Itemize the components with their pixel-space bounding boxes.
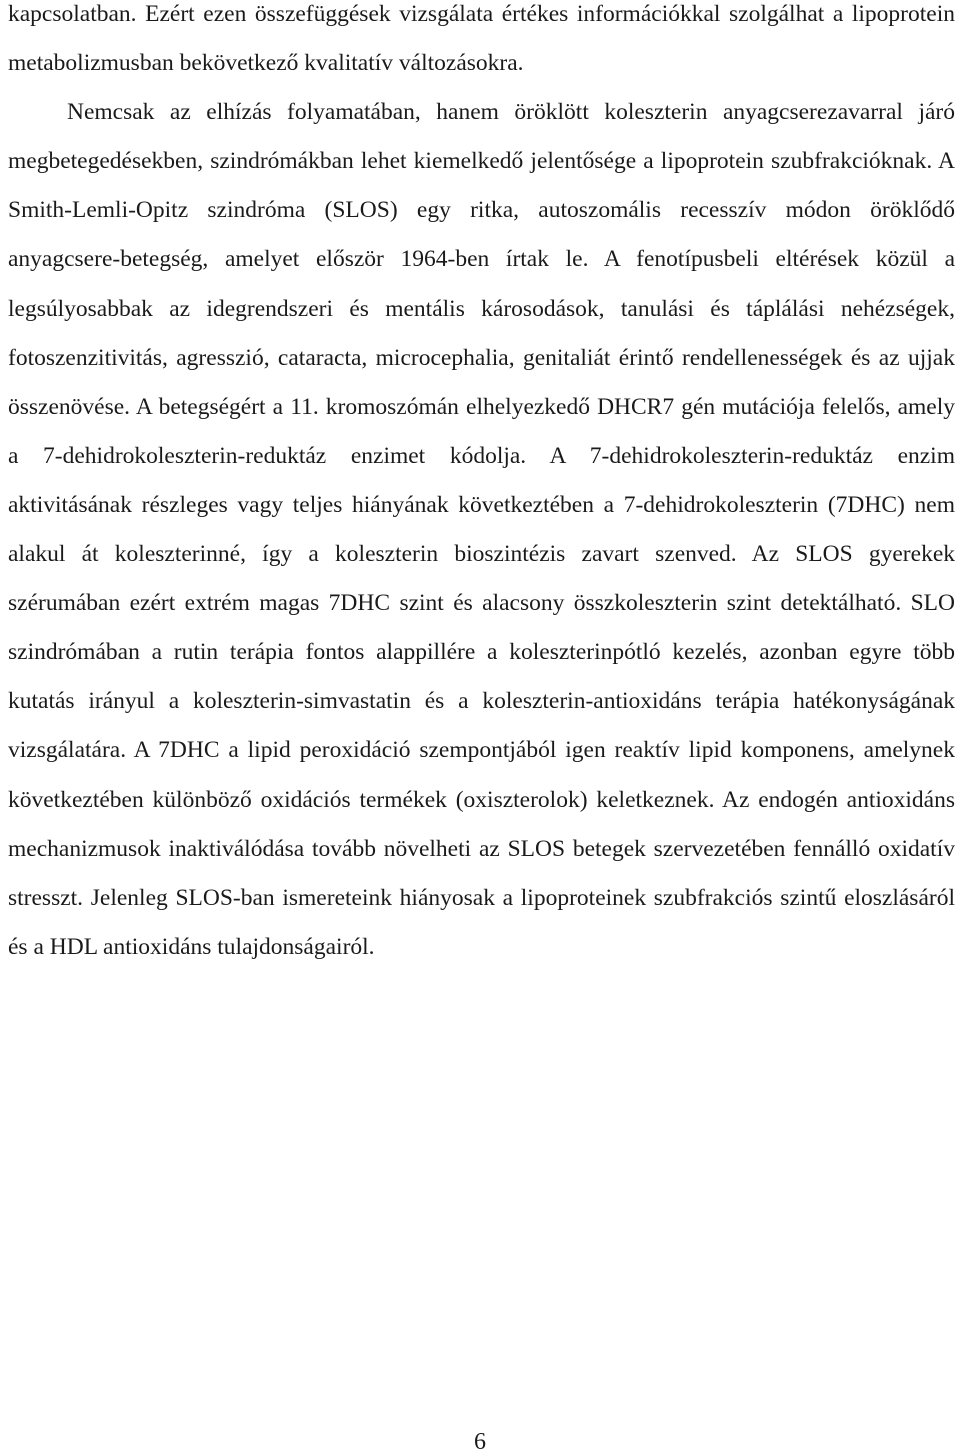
paragraph-slos: Nemcsak az elhízás folyamatában, hanem öröklött koleszterin anyagcserezavarral járó megbetegedésekben, szindrómákban lehet kiemelkedő jelentősége a lipoprotein szubfrakcióknak. A Smith-Lemli-Opitz szindróma (SLOS) egy ritka, autoszomális recesszív módon öröklődő anyagcsere-betegség, amelyet először 1964-ben írtak le. A fenotípusbeli eltérések közül a legsúlyosabbak az idegrendszeri és mentális károsodások, tanulási és táplálási nehézségek, fotoszenzitivitás, agresszió, cataracta, microcephalia, genitaliát érintő rendellenességek és az ujjak összenövése. A betegségért a 11. kromoszómán elhelyezkedő DHCR7 gén mutációja felelős, amely a 7-dehidrokoleszterin-reduktáz enzimet kódolja. A 7-dehidrokoleszterin-reduktáz enzim aktivitásának részleges vagy teljes hiányának következtében a 7-dehidrokoleszterin (7DHC) nem alakul át koleszterinné, így a koleszterin bioszintézis zavart szenved. Az SLOS gyerekek szérumában ezért extrém magas 7DHC szint és alacsony összkoleszterin szint detektálható. SLO szindrómában a rutin terápia fontos alappillére a koleszterinpótló kezelés, azonban egyre több kutatás irányul a koleszterin-simvastatin és a koleszterin-antioxidáns terápia hatékonyságának vizsgálatára. A 7DHC a lipid peroxidáció szempontjából igen reaktív lipid komponens, amelynek következtében különböző oxidációs termékek (oxiszterolok) keletkeznek. Az endogén antioxidáns mechanizmusok inaktiválódása tovább növelheti az SLOS betegek szervezetében fennálló oxidatív stresszt. Jelenleg SLOS-ban ismereteink hiányosak a lipoproteinek szubfrakciós szintű eloszlásáról és a HDL antioxidáns tulajdonságairól. — [8, 99, 955, 960]
paragraph-continuation: kapcsolatban. Ezért ezen összefüggések vizsgálata értékes információkkal szolgálhat a lipoprotein metabolizmusban bekövetkező kvalitatív változásokra. — [8, 1, 955, 77]
body-text — [8, 0, 955, 972]
page-number: 6 — [474, 1429, 486, 1455]
